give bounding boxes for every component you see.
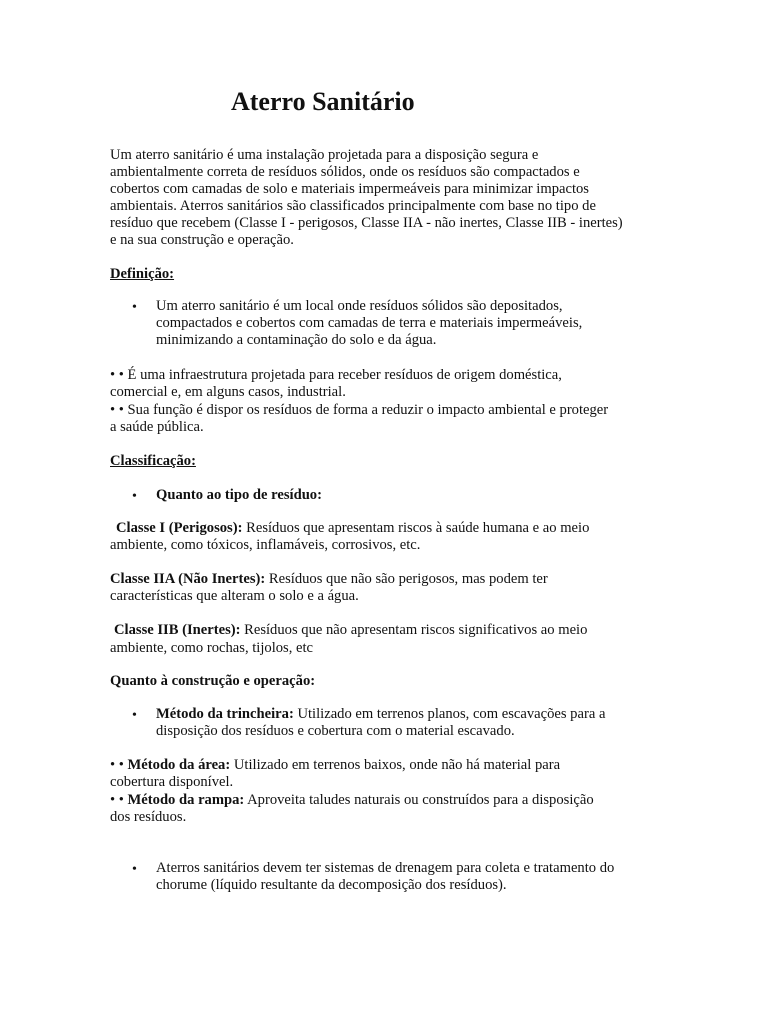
area-line: cobertura disponível. bbox=[110, 774, 234, 790]
definicao-bullet-line: compactados e cobertos com camadas de terra e materiais impermeáveis, bbox=[156, 315, 583, 331]
trincheira-line: disposição dos resíduos e cobertura com o material escavado. bbox=[156, 723, 515, 739]
bullet-icon: • bbox=[132, 300, 137, 315]
bullet-icon: • bbox=[132, 862, 137, 877]
rampa-line: • • Método da rampa: Aproveita taludes naturais ou construídos para a disposição bbox=[110, 792, 594, 808]
definicao-item3-line: • • Sua função é dispor os resíduos de forma a reduzir o impacto ambiental e proteger bbox=[110, 402, 609, 418]
construcao-heading: Quanto à construção e operação: bbox=[110, 673, 316, 689]
intro-line: Um aterro sanitário é uma instalação projetada para a disposição segura e bbox=[110, 147, 539, 163]
definicao-item2-line: comercial e, em alguns casos, industrial. bbox=[110, 384, 346, 400]
classe2a-line: características que alteram o solo e a água. bbox=[110, 588, 359, 604]
drenagem-line: Aterros sanitários devem ter sistemas de drenagem para coleta e tratamento do bbox=[156, 860, 615, 876]
document-title: Aterro Sanitário bbox=[231, 87, 415, 116]
definicao-bullet-line: Um aterro sanitário é um local onde resíduos sólidos são depositados, bbox=[156, 298, 563, 314]
double-bullet-icon: • • bbox=[110, 757, 124, 773]
classe1-line: Classe I (Perigosos): Resíduos que apresentam riscos à saúde humana e ao meio bbox=[116, 520, 590, 536]
drenagem-line: chorume (líquido resultante da decomposição dos resíduos). bbox=[156, 877, 507, 893]
classificacao-heading: Classificação: bbox=[110, 453, 196, 469]
definicao-item3-line: a saúde pública. bbox=[110, 419, 204, 435]
intro-line: ambientais. Aterros sanitários são classificados principalmente com base no tipo de bbox=[110, 198, 596, 214]
classe2a-line: Classe IIA (Não Inertes): Resíduos que não são perigosos, mas podem ter bbox=[110, 571, 548, 587]
double-bullet-icon: • • bbox=[110, 402, 124, 418]
double-bullet-icon: • • bbox=[110, 367, 124, 383]
bullet-icon: • bbox=[132, 489, 137, 504]
trincheira-line: Método da trincheira: Utilizado em terrenos planos, com escavações para a bbox=[156, 706, 606, 722]
definicao-heading: Definição: bbox=[110, 266, 175, 282]
definicao-item2-line: • • É uma infraestrutura projetada para receber resíduos de origem doméstica, bbox=[110, 367, 562, 383]
classe2b-line: ambiente, como rochas, tijolos, etc bbox=[110, 640, 314, 656]
intro-line: resíduo que recebem (Classe I - perigosos, Classe IIA - não inertes, Classe IIB - inertes) bbox=[110, 215, 623, 231]
bullet-icon: • bbox=[132, 708, 137, 723]
tipo-residuo-subheading: Quanto ao tipo de resíduo: bbox=[156, 487, 322, 503]
area-line: • • Método da área: Utilizado em terrenos baixos, onde não há material para bbox=[110, 757, 561, 773]
classe2b-line: Classe IIB (Inertes): Resíduos que não apresentam riscos significativos ao meio bbox=[114, 622, 588, 638]
double-bullet-icon: • • bbox=[110, 792, 124, 808]
intro-line: e na sua construção e operação. bbox=[110, 232, 294, 248]
rampa-line: dos resíduos. bbox=[110, 809, 187, 825]
definicao-bullet-line: minimizando a contaminação do solo e da água. bbox=[156, 332, 437, 348]
intro-line: cobertos com camadas de solo e materiais impermeáveis para minimizar impactos bbox=[110, 181, 589, 197]
classe1-line: ambiente, como tóxicos, inflamáveis, corrosivos, etc. bbox=[110, 537, 421, 553]
intro-line: ambientalmente correta de resíduos sólidos, onde os resíduos são compactados e bbox=[110, 164, 580, 180]
